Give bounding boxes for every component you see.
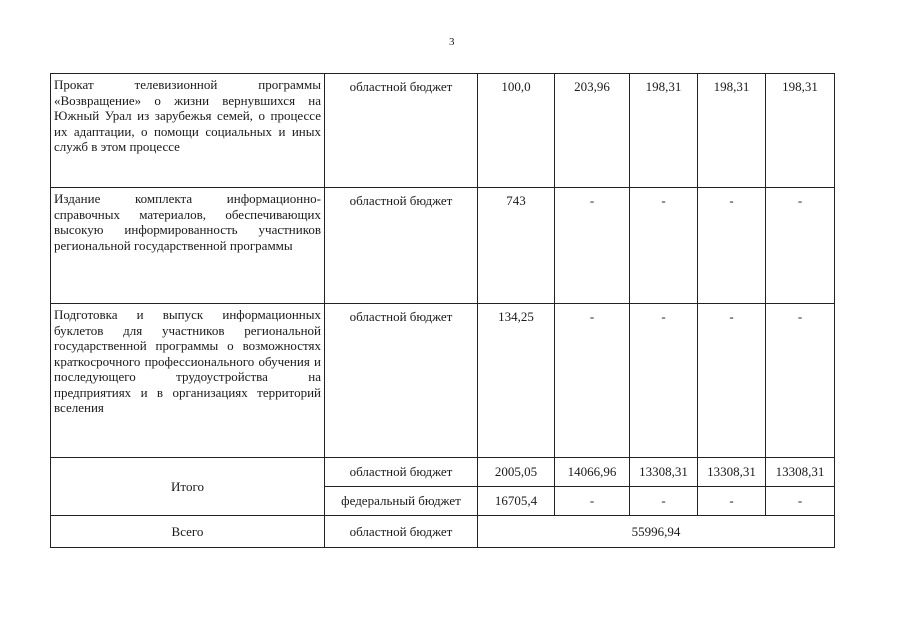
- activity-description: Прокат телевизионной программы «Возвращение» о жизни вернувшихся на Южный Урал из зарубежья семей, о процессе их адаптации, о помощи социальных и иных служб в этом процессе: [51, 74, 325, 188]
- value-cell: -: [766, 487, 835, 516]
- grand-total-label: Всего: [51, 516, 325, 548]
- table-row: [51, 188, 835, 304]
- value-cell: -: [630, 304, 698, 458]
- funding-source: областной бюджет: [325, 74, 478, 188]
- value-cell: 743: [478, 188, 555, 304]
- value-cell: -: [555, 188, 630, 304]
- total-label: Итого: [51, 458, 325, 516]
- activity-description: Подготовка и выпуск информационных буклетов для участников региональной государственной программы о возможностях краткосрочного профессионального обучения и последующего трудоустройства на предприятиях и в организациях территорий вселения: [51, 304, 325, 458]
- funding-source: областной бюджет: [325, 304, 478, 458]
- value-cell: 203,96: [555, 74, 630, 188]
- value-cell: 198,31: [766, 74, 835, 188]
- value-cell: 100,0: [478, 74, 555, 188]
- value-cell: 2005,05: [478, 458, 555, 487]
- value-cell: 13308,31: [766, 458, 835, 487]
- table-row: [51, 74, 835, 188]
- value-cell: 198,31: [698, 74, 766, 188]
- value-cell: -: [698, 487, 766, 516]
- value-cell: 13308,31: [630, 458, 698, 487]
- value-cell: 16705,4: [478, 487, 555, 516]
- value-cell: -: [555, 304, 630, 458]
- value-cell: -: [630, 487, 698, 516]
- budget-table: [50, 73, 835, 548]
- value-cell: 14066,96: [555, 458, 630, 487]
- grand-total-row: [51, 516, 835, 548]
- value-cell: -: [630, 188, 698, 304]
- value-cell: -: [766, 188, 835, 304]
- value-cell: 198,31: [630, 74, 698, 188]
- value-cell: -: [698, 188, 766, 304]
- value-cell: -: [555, 487, 630, 516]
- funding-source: областной бюджет: [325, 188, 478, 304]
- value-cell: 13308,31: [698, 458, 766, 487]
- grand-total-value: 55996,94: [478, 516, 835, 548]
- funding-source: областной бюджет: [325, 458, 478, 487]
- page-number: 3: [449, 36, 455, 48]
- total-row-regional: [51, 458, 835, 487]
- value-cell: 134,25: [478, 304, 555, 458]
- funding-source: областной бюджет: [325, 516, 478, 548]
- table-row: [51, 304, 835, 458]
- activity-description: Издание комплекта информационно-справочных материалов, обеспечивающих высокую информированность участников региональной государственной программы: [51, 188, 325, 304]
- value-cell: -: [698, 304, 766, 458]
- funding-source: федеральный бюджет: [325, 487, 478, 516]
- value-cell: -: [766, 304, 835, 458]
